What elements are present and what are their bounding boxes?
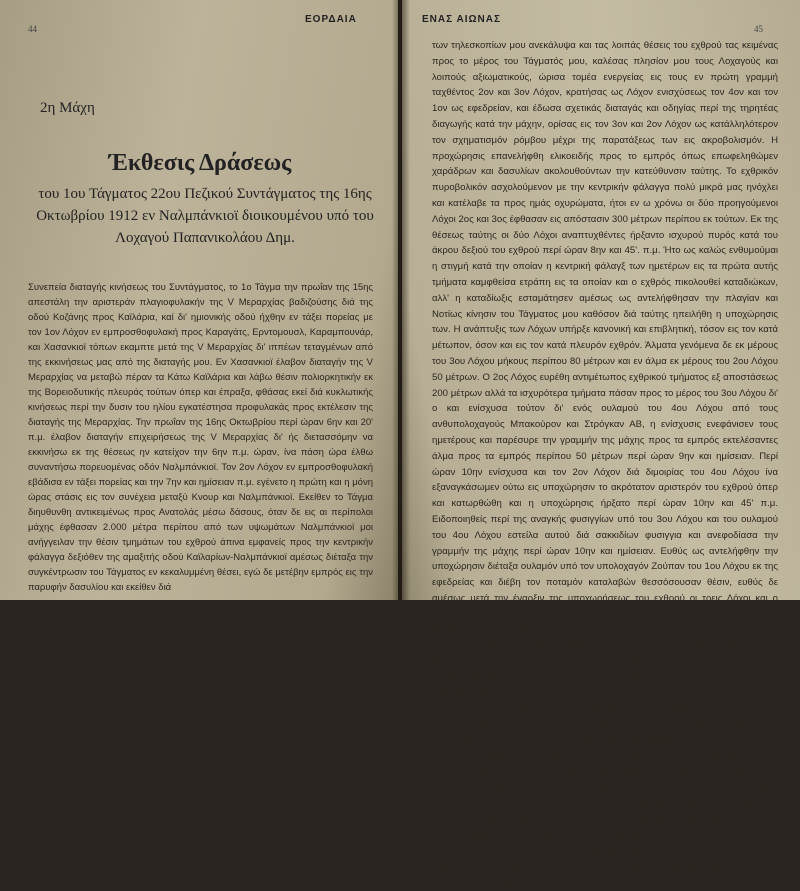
right-page-number: 45	[754, 24, 763, 34]
right-running-head: ΕΝΑΣ ΑΙΩΝΑΣ	[422, 14, 501, 25]
left-running-head: ΕΟΡΔΑΙΑ	[305, 14, 357, 25]
page-title: Έκθεσις Δράσεως	[108, 150, 292, 176]
battle-label: 2η Μάχη	[40, 100, 95, 116]
left-body-text: Συνεπεία διαταγής κινήσεως του Συντάγματος, το 1ο Τάγμα την πρωΐαν της 15ης απεστάλη την αριστεράν πλαγιοφυλακήν της V Μεραρχίας βαδιζούσης διά της οδού Κοζάνης προς Καϊλάρια, καί δι' ημιονικής οδού ήχθην εν τάξει πορείας με τον 1ον Λόχον εν εμπροσθοφυλακή προς Καραγάτς, Ερντομουσλ, Καραμπουνάρ, και Χασανκιοϊ τόπων εκαμπτε μετά της V Μεραρχίας δι' ιππέων τεταγμένων από της εκκινήσεως μας από της διαταγής μου. Εν Χασανκιοϊ έλαβον διαταγήν της V Μεραρχίας να μεταβώ πέραν τα Κάτω Καϊλάρια και λάβω θέσιν πολιορκητικήν εκ της Βορειοδυτικής πλευράς τούτων όπερ και έπραξα, φθάσας εκεί διά κυκλωτικής κινήσεως περί την δυσιν του ηλίου εγκατέστησα προφυλακάς προς εκτέλεσιν της διαταγής της Μεραρχίας. Την πρωΐαν της 16ης Οκτωβρίου περί ώραν 6ην και 20' π.μ. έλαβον διαταγήν επιχειρήσεως της V Μεραρχίας δι' ής διετασσόμην να εκκινήσω εκ της θέσεως ην κατείχον την 6ην π.μ. ώραν, ίνα πάση ώρα έλθω συναντήσω πορευομένας οδόν Ναλμπάνκιοϊ. Τον 2ον Λόχον εν εμπροσθοφυλακή εβάδισα εν τάξει πορείας και την 7ην και ημίσειαν π.μ. εγένετο η πρώτη και η μόνη ώρας στάσις εις τον συνέχεια μεταξύ Κνουρ και Ναλμπάνκιοϊ. Εκείθεν το Τάγμα διηυθυνθη αντικειμένως προς Ανατολάς μέσω δάσους, όταν δε εις αι περίπολοι μάχης έφθασαν 2.000 μέτρα περίπου από των υψωμάτων Ναλμπάνκιοϊ μοι ανήγγειλαν την θέσιν τμημάτων του εχθρού άπινα εμφανείς προς την κεντρικήν φάλαγγα δεξιόθεν της αμαξιτής οδού Καϊλαρίων-Ναλμπάνκιοϊ αμέσως διέταξα την συγκέντρωσιν του Τάγματος εν κεκαλυμμένη θέσει, εγώ δε μετέβην εμπρός εις την παρυφήν δασυλίου και εκείθεν διά	[28, 282, 373, 593]
book-gutter	[392, 0, 410, 600]
left-page-number: 44	[28, 24, 37, 34]
page-subtitle: του 1ου Τάγματος 22ου Πεζικού Συντάγματος της 16ης Οκτωβρίου 1912 εν Ναλμπάνκιοϊ διοικουμένου υπό του Λοχαγού Παπανικολάου Δημ.	[36, 186, 374, 246]
left-page	[0, 0, 398, 600]
right-body-text: των τηλεσκοπίων μου ανεκάλυψα και τας λοιπάς θέσεις του εχθρού τας κειμένας προς το μέρος του Τάγματός μου, καλέσας πλησίον μου τους Λοχαγούς και λοιπούς αξιωματικούς, ώρισα τομέα ενεργείας εις τους εν πρώτη γραμμή ταχθέντος 2ον και 3ον Λόχον, κρατήσας ως Λόχον ενισχύσεως τον 4ον και τον 1ον ως εφεδρείαν, και έδωσα σχετικάς διαταγάς και οδηγίας περί της τηρητέας διαγωγής κατά την μάχην, ορίσας εις τον 3ον και 2ον Λόχον ως κατάλληλότερον τον σχηματισμόν ρόμβου μέχρι της παρατάξεως των εις ακροβολισμόν. Η προχώρησις επανελήφθη ελικοειδής προς το εμπρός όπως επωφεληθώμεν χαράδρων και δασυλίων ακολουθούντων την κατεύθυνσιν ταύτης. Το εχθρικόν πυροβολικόν ασχολούμενον με την κεντρικήν φάλαγγα πολύ μικρά μας ηνόχλει και κατέλαβε τα προς ημάς οχυρώματα, ήτοι εν ω χρόνω οι δύο προηγούμενοι Λόχοι 2ος και 3ος έφθασαν εις απόστασιν 300 μέτρων περίπου εκ τούτων. Εκ της θέσεως ταύτης οι δύο Λόχοι αναπτυχθέντες ήρξαντο ισχυρού πυρός κατά του άκρου δεξιού του εχθρού περί ώραν 8ην και 45'. π.μ. Ήτο ως καλώς ενθυμούμαι η στιγμή κατά την οποίαν η κεντρική φάλαγξ των ημετέρων εις τα πρώτα αυτής τμήματα καμφθείσα ετράπη εις τα οποίαν και ο εχθρός πικολουθεί καταδιώκων, αλλ' η καταδίωξις εσταμάτησεν αμέσως ως αντελήφθησαν την πλαγίαν και Νοτίως κίνησιν του Τάγματος μου καθόσον διά ταύτης ηπειλήθη η υποχώρησις των. Η ανάπτυξις των Λόχων υπήρξε κανονική και επιβλητική, τόσον εις τον κατά μέτωπον, όσον και εις τον κατά πλευρόν εχθρόν. Άλματα γενόμενα δε εκ μέρους του 3ου Λόχου μήκους περίπου 80 μέτρων και εν άλμα εκ μέρους του 2ου Λόχου 50 μέτρων. Ο 2ος Λόχος ευρέθη αντιμέτωπος εχθρικού τμήματος εξ αποστάσεως 200 μέτρων αλλά τα ισχυρότερα τμήματα πάσαν προς το μέρος του 3ου Λόχου δι' ο και ενίσχυσα τούτον δι' ενός ουλαμού του 4ου Λόχου από τους ανθυπολοχαγούς Μπακούρον και Στρόγκαν ΑΒ, η ενίσχυσις ενεφάνισεν τους ημετέρους και παρέσυρε την γραμμήν της μάχης προς τα εμπρός εκτελέσαντες άλμα προς τα εμπρός περίπου 50 μέτρων περί ώραν 9ην και ημίσειαν. Περί ώραν 10ην ενίσχυσα και τον 2ον Λόχον διά διμοιρίας του 4ου Λόχου ίνα εξαναγκάσωμεν ούτω εις υποχώρησιν το ακρότατον αριστερόν του εχθρού όπερ και κατωρθώθη και η υποχώρησις ήρξατο περί ώραν 10ην και 45' π.μ. Ειδοποιηθείς περί της αναγκής φυσιγγίων υπό του 3ου Λόχου και του ουλαμού του 4ου Λόχου εστείλα αυτού διά σακκιδίων φυσιγγια και ανεφοδίασα την γραμμήν της μάχης περί ώραν 10ην και ημίσειαν. Ευθύς ως αντελήφθην την υποχώρησιν διέταξα ουλαμόν υπό τον υπολοχαγόν Ζούπαν του 1ου Λόχου εκ της εφεδρείας και διέβη τον ποταμόν καταλαβών θεσσόσουσαν θέσιν, ευθύς δε αμέσως μετά την έναρξιν της υποχωρήσεως του εχθρού οι τρεις Λόχοι και ο ουλαμός του 1ου Λόχου διαδοχικώς από θέσεως εις θέσιν ήρξαντο της καταδιώξεως του εχθρού όστις και κατ' αρχάς υπεχώρει κανονικώς και κατόπιν περί ώραν 11ην και ημίσειαν ατάκτως προς την αμαξιτήν οδόν Ναλμπάν-κιοϊ-Σόροβιτς. Εκτός των τμημάτων τούτων του εχθρού έτερα ευρισκόμενα προς το χωρίον και Ανατολικώς τούτου και μη δυνηθέντα να υποχωρήσωσι διά της αμαξιτής οδού ην ανεκάλυπτε διά των πυρών των εξ εγγυτάτης απόστασιν τμήματα του 2ου Λόχου του υπ' εμέ Τάγματος, ηναγκάσθησαν να υποχωρήσωσι διά της ημιονικής οδού προς Τσαλτσιλάρ. Ο 3ος Λόχος μετά ουλαμού του υπολοχαγού Μπακούρου και Στρόγκαν ΑΒ, καταδιώξαντες το Νοτιοανατολικόν του χωρίου Ναλμπάνκιοϊ εχθρικά τμήματα εσταμάτησαν την καταδίωξιν αμέσως ότε τα επεφάνησαν εις την αμαξιτήν οδόν βαδίζουσαν τμήματα του εχθρού διά της Βορειοδυτικής τούτου επί των υψωμάτων ως απομακρυνθέντος του εχθρού διά της ημιονικής οδού Τσαλτσιλάρ, ενώ η καταδίωξις εκ μέρους των τμημάτων του 2ου Λόχου και του ουλαμού του υπολοχαγού Δημητροπούλου και ανθυπολοχαγού Μελών 4ου Λόχου εκ της θέσεως της τούτων ως προς το αριστερόν του εχθρού και από της αριστερότερον ούτω των τμημάτων του 2ου Λόχου και εκ του αριστερού μέρους του 1ου Λόχου εσταμάτησε παραλλήλως και πλησιέστατα της αμαξιτής οδού	[432, 40, 778, 889]
